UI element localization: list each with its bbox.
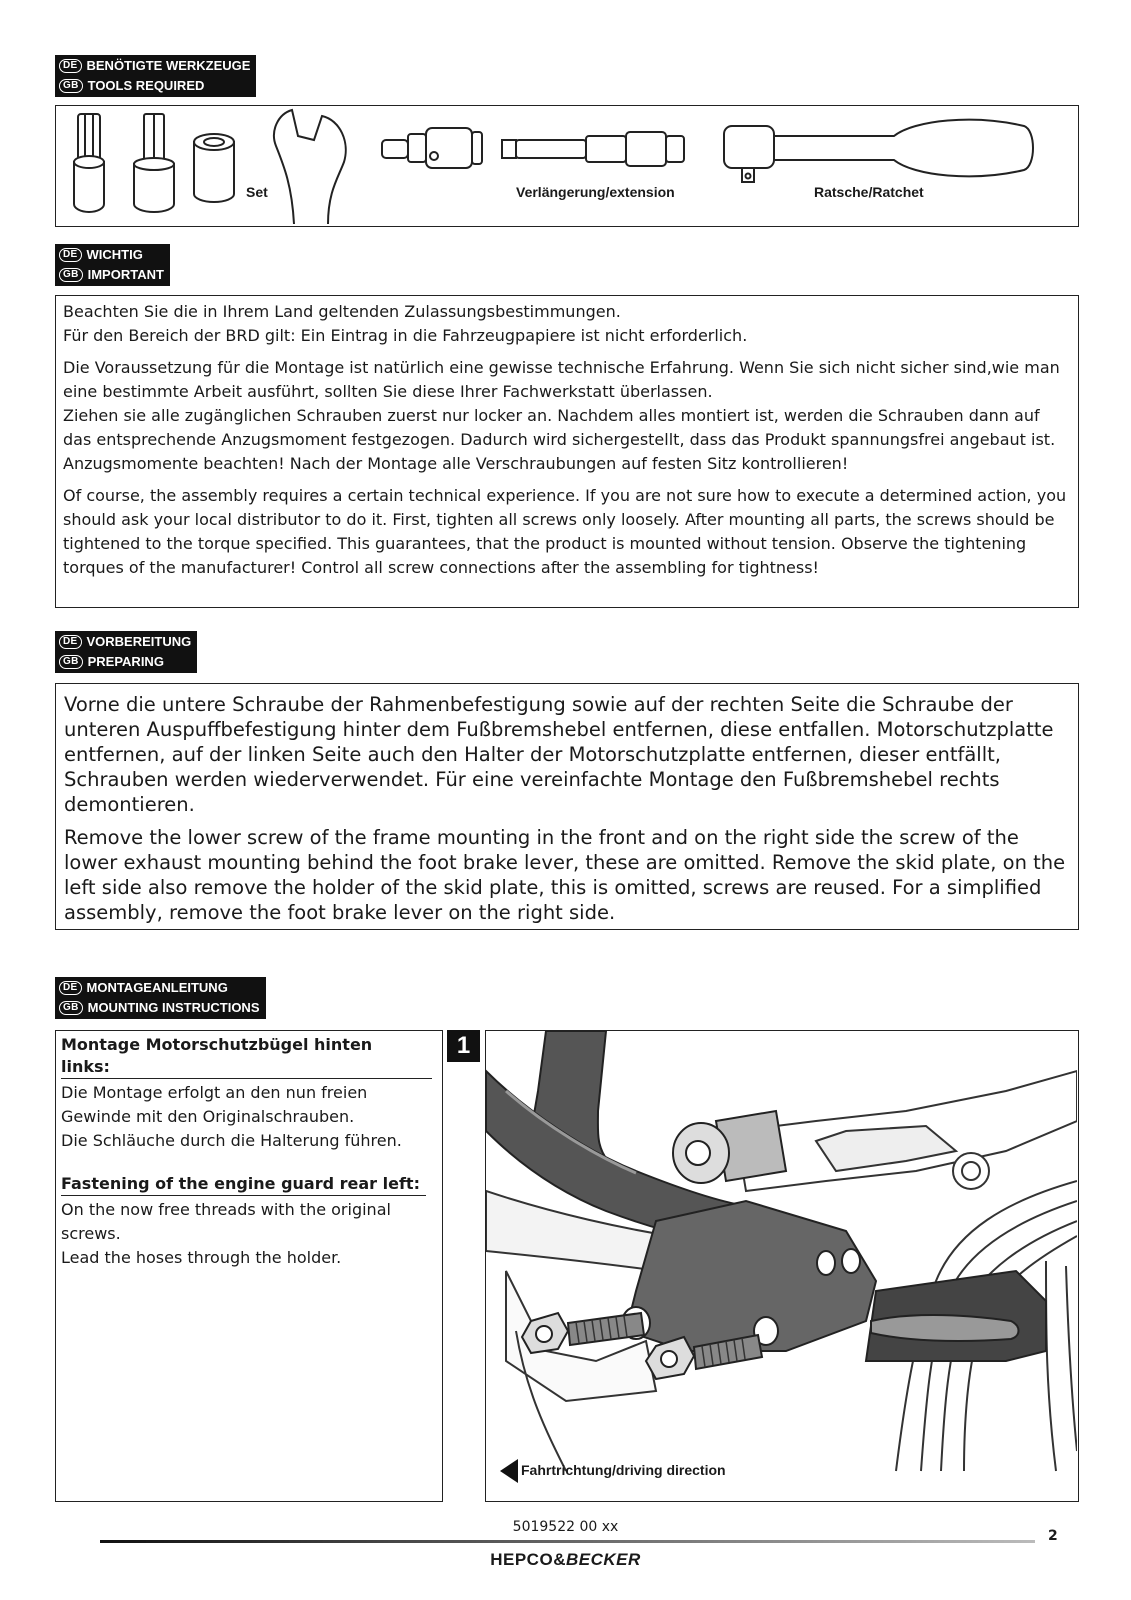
tools-header-de: BENÖTIGTE WERKZEUGE — [86, 58, 251, 73]
lang-badge-gb: GB — [59, 1001, 83, 1015]
mounting-bracket — [622, 1201, 1046, 1361]
brand-logo — [0, 1550, 1131, 1570]
important-line-2: Für den Bereich der BRD gilt: Ein Eintrag in die Fahrzeugpapiere ist nicht erforderlich. — [63, 326, 748, 345]
preparing-header — [55, 631, 197, 673]
hex-bit-socket-icon — [134, 114, 174, 212]
tool-label-ratchet: Ratsche/Ratchet — [814, 184, 924, 200]
lang-badge-de: DE — [59, 59, 82, 73]
tools-box — [55, 105, 1079, 227]
direction-arrow-icon — [500, 1459, 518, 1483]
tools-header — [55, 55, 256, 97]
torx-socket-icon — [74, 114, 104, 212]
mounting-header-de: MONTAGEANLEITUNG — [86, 980, 228, 995]
mounting-title-en: Fastening of the engine guard rear left: — [61, 1173, 426, 1196]
mounting-header — [55, 977, 266, 1019]
preparing-text-de: Vorne die untere Schraube der Rahmenbefestigung sowie auf der rechten Seite die Schraube der unteren Auspuffbefestigung hinter dem Fußbremshebel entfernen, diese entfallen. Motorschutzplatte entfernen, auf der linken Seite auch den Halter der Motorschutzplatte entfernen, dieser entfällt, Schrauben werden wiederverwendet. Für eine vereinfachte Montage den Fußbremshebel rechts demontieren. — [64, 693, 1054, 816]
mounting-text-en-1: On the now free threads with the original screws. — [61, 1200, 391, 1243]
socket-icon — [194, 134, 234, 202]
wrench-icon — [274, 110, 346, 224]
lang-badge-de: DE — [59, 981, 82, 995]
document-code: 5019522 00 xx — [512, 1519, 619, 1535]
lang-badge-gb: GB — [59, 268, 83, 282]
frame-knob — [673, 1111, 786, 1183]
tool-label-set: Set — [246, 184, 268, 200]
mounting-text-en-2: Lead the hoses through the holder. — [61, 1248, 342, 1267]
important-box — [55, 295, 1079, 608]
mounting-header-gb: MOUNTING INSTRUCTIONS — [87, 1000, 260, 1015]
lang-badge-gb: GB — [59, 79, 83, 93]
mounting-diagram — [486, 1031, 1077, 1500]
mounting-text-box — [55, 1030, 443, 1502]
brand-left: HEPCO — [490, 1550, 554, 1569]
important-paragraph-3: Ziehen sie alle zugänglichen Schrauben zuerst nur locker an. Nachdem alles montiert ist, werden die Schrauben dann auf das entsprechende Anzugsmoment festgezogen. Dadurch wird sichergestellt, dass das Produkt spannungsfrei angebaut ist. Anzugsmomente beachten! Nach der Montage alle Verschraubungen auf festen Sitz kontrollieren! — [63, 406, 1056, 473]
preparing-box — [55, 683, 1079, 930]
mounting-diagram-box — [485, 1030, 1079, 1502]
page-number: 2 — [1048, 1528, 1058, 1544]
ratchet-icon — [724, 120, 1033, 182]
preparing-text-en: Remove the lower screw of the frame mounting in the front and on the right side the screw of the lower exhaust mounting behind the foot brake lever, these are omitted. Remove the skid plate, on the left side also remove the holder of the skid plate, this is omitted, screws are reused. For a simplified assembly, remove the foot brake lever on the right side. — [64, 826, 1066, 924]
footer-rule — [0, 1537, 1131, 1549]
brand-amp: & — [553, 1550, 566, 1569]
important-header — [55, 244, 170, 286]
mounting-title-de: Montage Motorschutzbügel hinten links: — [61, 1034, 432, 1079]
step-number-badge: 1 — [447, 1030, 480, 1062]
important-paragraph-2: Die Voraussetzung für die Montage ist natürlich eine gewisse technische Erfahrung. Wenn Sie sich nicht sicher sind,wie man eine bestimmte Arbeit ausführt, sollten Sie diese Ihrer Fachwerkstatt überlassen. — [63, 358, 1060, 401]
mounting-text-de-2: Die Schläuche durch die Halterung führen. — [61, 1131, 402, 1150]
lang-badge-gb: GB — [59, 655, 83, 669]
direction-label: Fahrtrichtung/driving direction — [521, 1462, 726, 1478]
extension-icon — [502, 132, 684, 166]
brand-right: BECKER — [565, 1550, 641, 1569]
tools-header-gb: TOOLS REQUIRED — [87, 78, 205, 93]
important-header-de: WICHTIG — [86, 247, 143, 262]
preparing-header-de: VORBEREITUNG — [86, 634, 192, 649]
important-line-1: Beachten Sie die in Ihrem Land geltenden Zulassungsbestimmungen. — [63, 302, 621, 321]
lang-badge-de: DE — [59, 635, 82, 649]
screw-left — [522, 1313, 644, 1353]
tool-label-extension: Verlängerung/extension — [516, 184, 675, 200]
important-header-gb: IMPORTANT — [87, 267, 164, 282]
adapter-icon — [382, 128, 482, 168]
lang-badge-de: DE — [59, 248, 82, 262]
preparing-header-gb: PREPARING — [87, 654, 164, 669]
important-paragraph-en: Of course, the assembly requires a certain technical experience. If you are not sure how to execute a determined action, you should ask your local distributor to do it. First, tighten all screws only loosely. After mounting all parts, the screws should be tightened to the torque specified. This guarantees, that the product is mounted without tension. Observe the tightening torques of the manufacturer! Control all screw connections after the assembling for tightness! — [63, 486, 1067, 577]
tools-illustration — [56, 106, 1077, 225]
mounting-text-de-1: Die Montage erfolgt an den nun freien Gewinde mit den Originalschrauben. — [61, 1083, 368, 1126]
